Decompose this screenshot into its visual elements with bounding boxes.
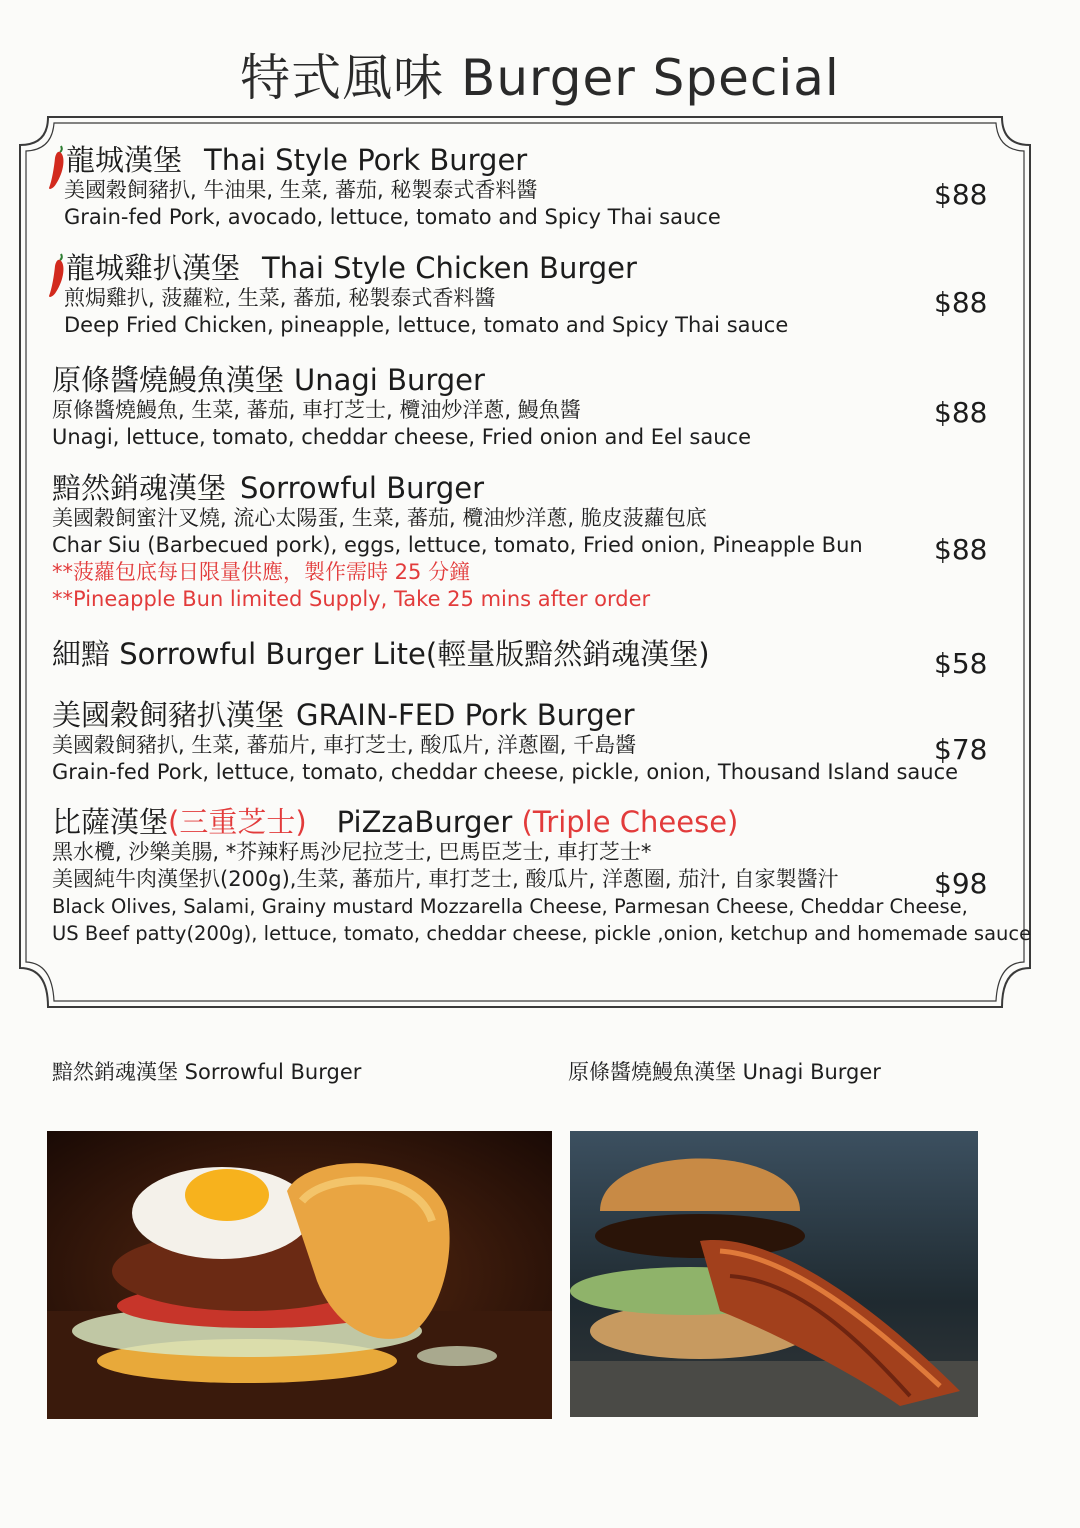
menu-item-sorrowful-burger	[52, 471, 992, 613]
item-desc-en: US Beef patty(200g), lettuce, tomato, cheddar cheese, pickle ,onion, ketchup and homemade sauce	[52, 922, 1032, 945]
item-desc-zh: 煎焗雞扒, 菠蘿粒, 生菜, 蕃茄, 秘製泰式香料醬	[64, 286, 496, 310]
item-title: 美國穀飼豬扒漢堡 GRAIN-FED Pork Burger	[52, 698, 635, 732]
sorrowful-burger-photo	[47, 1131, 552, 1419]
photo-caption: 原條醬燒鰻魚漢堡 Unagi Burger	[568, 1060, 881, 1084]
item-desc-en: Char Siu (Barbecued pork), eggs, lettuce, tomato, Fried onion, Pineapple Bun	[52, 533, 863, 557]
item-price: $88	[934, 178, 988, 211]
item-desc-zh: 美國穀飼豬扒, 牛油果, 生菜, 蕃茄, 秘製泰式香料醬	[64, 178, 538, 202]
item-note-en: **Pineapple Bun limited Supply, Take 25 mins after order	[52, 587, 651, 611]
menu-item-unagi-burger	[52, 363, 992, 451]
item-desc-en: Unagi, lettuce, tomato, cheddar cheese, Fried onion and Eel sauce	[52, 425, 752, 449]
item-desc-en: Deep Fried Chicken, pineapple, lettuce, tomato and Spicy Thai sauce	[64, 313, 789, 337]
item-note-zh: **菠蘿包底每日限量供應，製作需時 25 分鐘	[52, 560, 471, 584]
item-desc-zh: 美國穀飼蜜汁叉燒, 流心太陽蛋, 生菜, 蕃茄, 欖油炒洋蔥, 脆皮菠蘿包底	[52, 506, 707, 530]
item-desc-en: Grain-fed Pork, avocado, lettuce, tomato and Spicy Thai sauce	[64, 205, 721, 229]
item-price: $98	[934, 867, 988, 900]
item-title: 龍城漢堡 Thai Style Pork Burger	[66, 143, 528, 177]
photo-caption: 黯然銷魂漢堡 Sorrowful Burger	[52, 1060, 362, 1084]
menu-item-grain-fed-pork-burger	[52, 698, 992, 786]
item-desc-zh: 黑水欖, 沙樂美腸, *芥辣籽馬沙尼拉芝士, 巴馬臣芝士, 車打芝士*	[52, 840, 652, 864]
item-title: 原條醬燒鰻魚漢堡 Unagi Burger	[52, 363, 485, 397]
item-desc-en: Black Olives, Salami, Grainy mustard Mozzarella Cheese, Parmesan Cheese, Cheddar Cheese,	[52, 895, 968, 918]
item-price: $88	[934, 396, 988, 429]
unagi-burger-photo	[570, 1131, 978, 1417]
item-desc-zh: 美國穀飼豬扒, 生菜, 蕃茄片, 車打芝士, 酸瓜片, 洋蔥圈, 千島醬	[52, 733, 637, 757]
item-price: $88	[934, 533, 988, 566]
item-title: 比薩漢堡(三重芝士) PiZzaBurger (Triple Cheese)	[52, 805, 739, 839]
item-title: 黯然銷魂漢堡 Sorrowful Burger	[52, 471, 485, 505]
item-price: $58	[934, 647, 988, 680]
menu-item-thai-chicken-burger	[52, 251, 992, 339]
item-desc-en: Grain-fed Pork, lettuce, tomato, cheddar cheese, pickle, onion, Thousand Island sauce	[52, 760, 959, 784]
item-desc-zh: 原條醬燒鰻魚, 生菜, 蕃茄, 車打芝士, 欖油炒洋蔥, 鰻魚醬	[52, 398, 581, 422]
menu-item-thai-pork-burger	[52, 143, 992, 231]
menu-item-sorrowful-burger-lite	[52, 637, 992, 671]
item-price: $78	[934, 733, 988, 766]
item-desc-zh: 美國純牛肉漢堡扒(200g),生菜, 蕃茄片, 車打芝士, 酸瓜片, 洋蔥圈, 茄汁, 自家製醬汁	[52, 867, 839, 891]
menu-item-pizza-burger	[52, 805, 1032, 947]
item-price: $88	[934, 286, 988, 319]
item-title: 龍城雞扒漢堡 Thai Style Chicken Burger	[66, 251, 637, 285]
page-title: 特式風味 Burger Special	[240, 49, 840, 107]
item-title: 細黯 Sorrowful Burger Lite(輕量版黯然銷魂漢堡)	[52, 637, 710, 671]
